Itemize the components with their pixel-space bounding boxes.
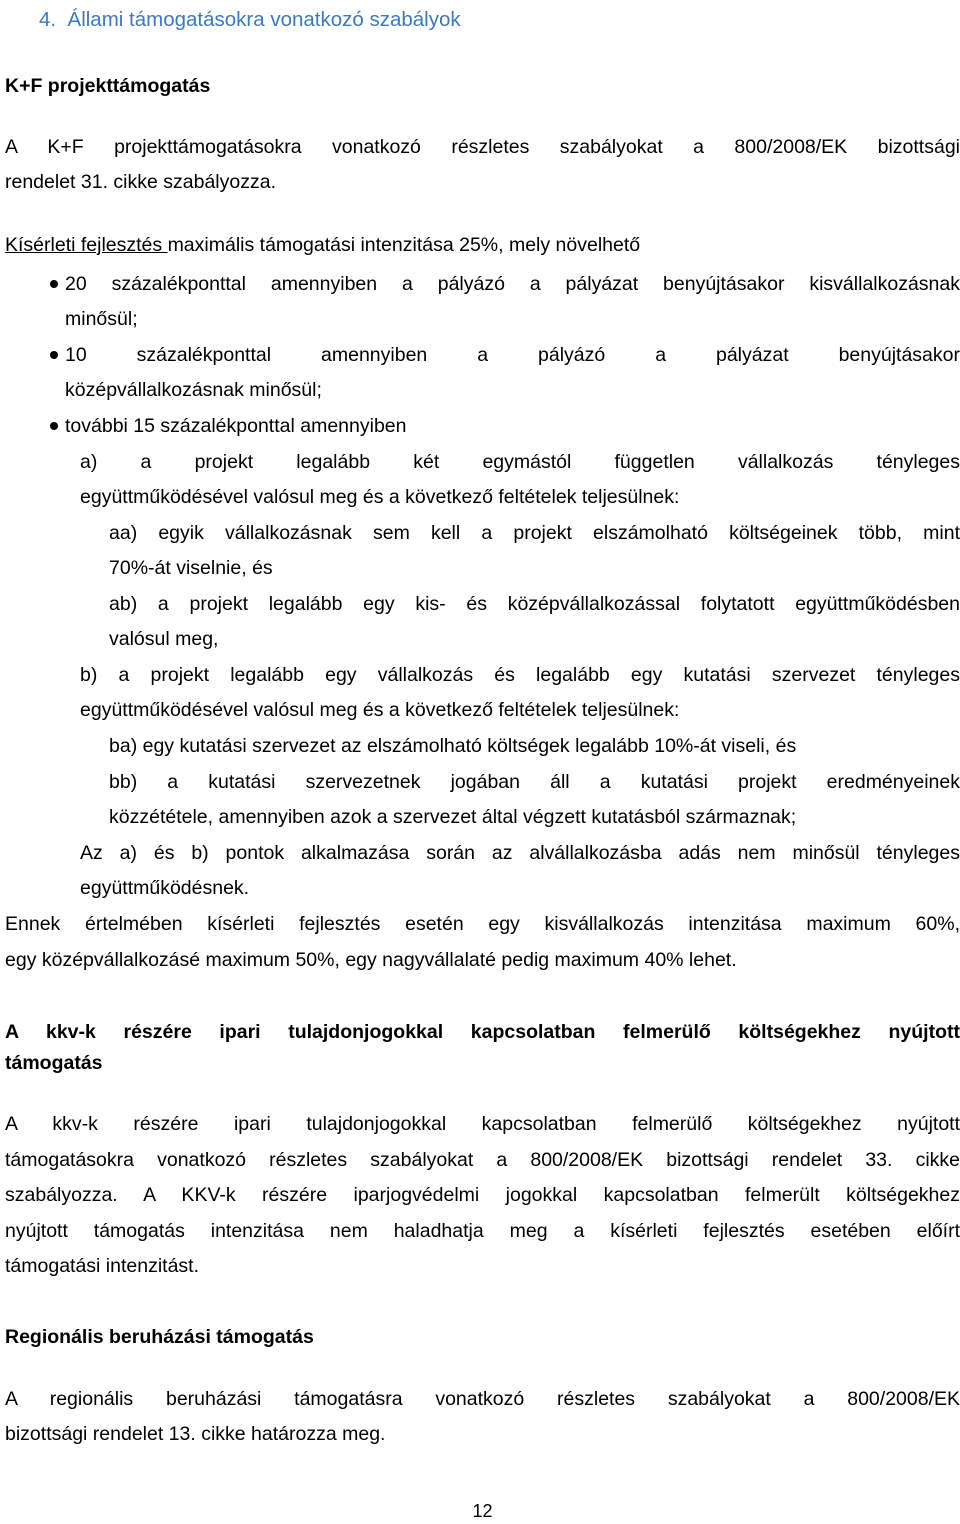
point-b-line-2: együttműködésével valósul meg és a következő feltételek teljesülnek: (80, 699, 680, 721)
kf-intro-line-2: rendelet 31. cikke szabályozza. (5, 171, 276, 193)
kkv-body-line-5: támogatási intenzitást. (5, 1255, 200, 1277)
ennek-line-2: egy középvállalkozásé maximum 50%, egy nagyvállalaté pedig maximum 40% lehet. (5, 949, 737, 971)
point-a-line-2: együttműködésével valósul meg és a következő feltételek teljesülnek: (80, 486, 680, 508)
point-bb-line-2: közzététele, amennyiben azok a szervezet által végzett kutatásból származnak; (109, 806, 797, 828)
point-ba-line-1: ba) egy kutatási szervezet az elszámolható költségek legalább 10%-át viseli, és (109, 735, 797, 757)
point-ab-line-1: ab) a projekt legalább egy kis- és középvállalkozással folytatott együttműködésben (109, 593, 960, 615)
page-number: 12 (472, 1501, 493, 1521)
kiserleti-term: Kísérleti fejlesztés (5, 234, 168, 256)
reg-body-line-2: bizottsági rendelet 13. cikke határozza meg. (5, 1423, 386, 1445)
heading-text: Állami támogatásokra vonatkozó szabályok (67, 8, 461, 31)
ennek-line-1: Ennek értelmében kísérleti fejlesztés esetén egy kisvállalkozás intenzitása maximum 60%, (5, 913, 960, 935)
kiserleti-paragraph (5, 233, 640, 257)
section-heading (39, 8, 461, 32)
kkv-body-line-2: támogatásokra vonatkozó részletes szabályokat a 800/2008/EK bizottsági rendelet 33. cikke (5, 1149, 960, 1171)
kkv-body-line-3: szabályozza. A KKV-k részére iparjogvédelmi jogokkal kapcsolatban felmerült költségekhez (5, 1184, 960, 1206)
heading-number: 4. (39, 8, 57, 31)
kkv-body-line-4: nyújtott támogatás intenzitása nem haladhatja meg a kísérleti fejlesztés esetében előírt (5, 1220, 960, 1242)
kkv-body-line-1: A kkv-k részére ipari tulajdonjogokkal kapcsolatban felmerülő költségekhez nyújtott (5, 1113, 960, 1135)
reg-body-line-1: A regionális beruházási támogatásra vonatkozó részletes szabályokat a 800/2008/EK (5, 1388, 960, 1410)
az-line-2: együttműködésnek. (80, 877, 250, 899)
bullet-2-line-2: középvállalkozásnak minősül; (65, 379, 322, 401)
point-aa-line-1: aa) egyik vállalkozásnak sem kell a projekt elszámolható költségeinek több, mint (109, 522, 960, 544)
point-aa-line-2: 70%-át viselnie, és (109, 557, 273, 579)
kiserleti-rest: maximális támogatási intenzitása 25%, mely növelhető (167, 234, 641, 256)
point-bb-line-1: bb) a kutatási szervezetnek jogában áll a kutatási projekt eredményeinek (109, 771, 960, 793)
bullet-dot (50, 422, 58, 430)
point-a-line-1: a) a projekt legalább két egymástól független vállalkozás tényleges (80, 451, 960, 473)
bullet-dot (50, 351, 58, 359)
kf-intro-line-1: A K+F projekttámogatásokra vonatkozó részletes szabályokat a 800/2008/EK bizottsági (5, 136, 960, 158)
bullet-dot (50, 280, 58, 288)
reg-title: Regionális beruházási támogatás (5, 1326, 314, 1348)
bullet-2-line-1: 10 százalékponttal amennyiben a pályázó a pályázat benyújtásakor (65, 344, 960, 366)
bullet-1-line-2: minősül; (65, 308, 138, 330)
bullet-3-line-1: további 15 százalékponttal amennyiben (65, 415, 407, 437)
kkv-title-line-2: támogatás (5, 1052, 103, 1074)
bullet-1-line-1: 20 százalékponttal amennyiben a pályázó a pályázat benyújtásakor kisvállalkozásnak (65, 273, 960, 295)
az-line-1: Az a) és b) pontok alkalmazása során az alvállalkozásba adás nem minősül tényleges (80, 842, 960, 864)
kf-title: K+F projekttámogatás (5, 75, 211, 97)
point-b-line-1: b) a projekt legalább egy vállalkozás és legalább egy kutatási szervezet tényleges (80, 664, 960, 686)
point-ab-line-2: valósul meg, (109, 628, 219, 650)
kkv-title-line-1: A kkv-k részére ipari tulajdonjogokkal kapcsolatban felmerülő költségekhez nyújtott (5, 1021, 960, 1043)
